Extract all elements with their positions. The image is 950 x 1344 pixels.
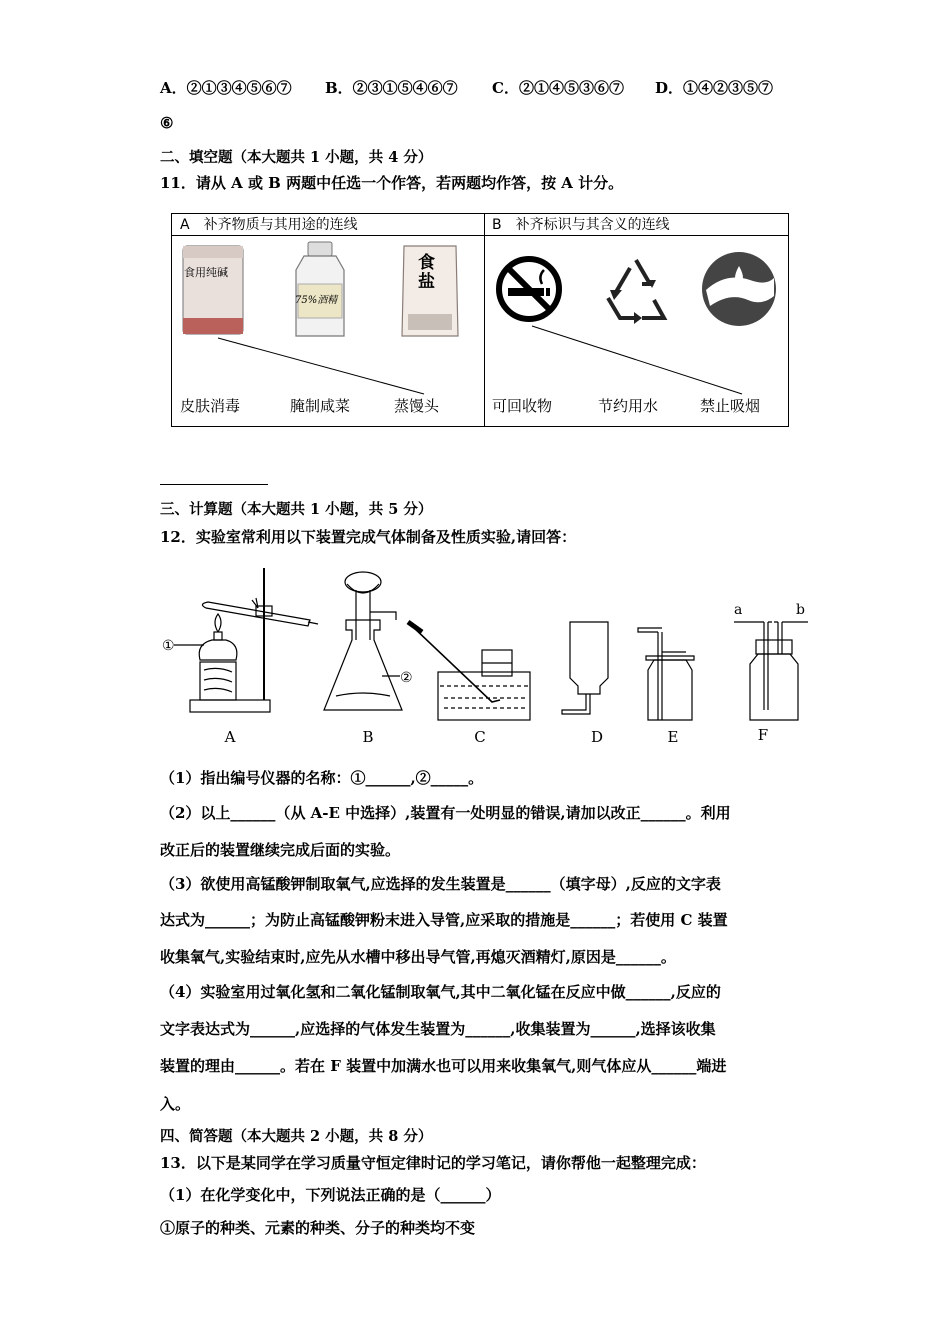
q12-part3-line1: （3）欲使用高锰酸钾制取氧气,应选择的发生装置是______（填字母）,反应的文字表 bbox=[160, 875, 721, 893]
figure-label-c: C bbox=[474, 728, 486, 746]
option-d-wrap: ⑥ bbox=[160, 114, 174, 132]
figure-label-d: D bbox=[590, 728, 604, 746]
option-b: B．②③①⑤④⑥⑦ bbox=[325, 79, 458, 97]
section3-title: 三、计算题（本大题共 1 小题，共 5 分） bbox=[160, 501, 433, 518]
column-a-header: A 补齐物质与其用途的连线 bbox=[172, 214, 484, 236]
option-a: A．②①③④⑤⑥⑦ bbox=[160, 79, 292, 97]
q12-part3-line3: 收集氧气,实验结束时,应先从水槽中移出导气管,再熄灭酒精灯,原因是______。 bbox=[160, 948, 676, 966]
option-d: D．①④②③⑤⑦ bbox=[655, 79, 774, 97]
separator-line bbox=[160, 484, 268, 485]
q12-part4-line1: （4）实验室用过氧化氢和二氧化锰制取氧气,其中二氧化锰在反应中做______,反应的 bbox=[160, 983, 721, 1001]
marker-2: ② bbox=[400, 670, 413, 686]
q13-part1: （1）在化学变化中，下列说法正确的是（______） bbox=[160, 1186, 501, 1204]
q13-option1: ①原子的种类、元素的种类、分子的种类均不变 bbox=[160, 1219, 476, 1237]
q12-part4-line3: 装置的理由______。若在 F 装置中加满水也可以用来收集氧气,则气体应从______端进 bbox=[160, 1057, 727, 1075]
figure-label-e: E bbox=[667, 728, 679, 746]
q12-part2-line2: 改正后的装置继续完成后面的实验。 bbox=[160, 841, 401, 859]
figure-label-a: A bbox=[224, 728, 236, 746]
section2-title: 二、填空题（本大题共 1 小题，共 4 分） bbox=[160, 149, 433, 166]
b-item-3: 禁止吸烟 bbox=[700, 397, 761, 415]
figure-label-b: B bbox=[362, 728, 374, 746]
marker-1: ① bbox=[162, 638, 175, 654]
figure-label-f: F bbox=[757, 726, 769, 744]
q12-part4-line2: 文字表达式为______,应选择的气体发生装置为______,收集装置为______,选择该收集 bbox=[160, 1020, 716, 1038]
b-item-2: 节约用水 bbox=[598, 397, 659, 415]
column-b-header: B 补齐标识与其含义的连线 bbox=[484, 214, 788, 236]
q12-part2-line1: （2）以上______（从 A-E 中选择）,装置有一处明显的错误,请加以改正______。利用 bbox=[160, 804, 731, 822]
q12-part1: （1）指出编号仪器的名称：①______,②_____。 bbox=[160, 769, 484, 787]
a-item-1: 皮肤消毒 bbox=[180, 397, 241, 415]
salt-label: 食盐 bbox=[418, 253, 435, 292]
q11-text: 11．请从 A 或 B 两题中任选一个作答，若两题均作答，按 A 计分。 bbox=[160, 174, 624, 192]
q12-part4-line4: 入。 bbox=[160, 1095, 191, 1113]
section4-title: 四、简答题（本大题共 2 小题，共 8 分） bbox=[160, 1128, 433, 1145]
a-item-2: 腌制咸菜 bbox=[290, 397, 351, 415]
alcohol-label: 75%酒精 bbox=[295, 295, 338, 306]
q13-text: 13．以下是某同学在学习质量守恒定律时记的学习笔记，请你帮他一起整理完成： bbox=[160, 1154, 706, 1172]
option-c: C．②①④⑤③⑥⑦ bbox=[492, 79, 624, 97]
soda-label: 食用纯碱 bbox=[184, 266, 228, 279]
b-item-1: 可回收物 bbox=[492, 397, 553, 415]
port-b-label: b bbox=[796, 602, 805, 618]
apparatus-figure bbox=[160, 560, 810, 750]
column-b bbox=[484, 214, 788, 426]
port-a-label: a bbox=[734, 602, 743, 618]
a-item-3: 蒸馒头 bbox=[394, 397, 440, 415]
matching-table bbox=[171, 213, 789, 427]
column-a bbox=[172, 214, 485, 426]
q12-text: 12．实验室常利用以下装置完成气体制备及性质实验,请回答： bbox=[160, 528, 577, 546]
q12-part3-line2: 达式为______；为防止高锰酸钾粉末进入导管,应采取的措施是______；若使用 C 装置 bbox=[160, 911, 728, 929]
